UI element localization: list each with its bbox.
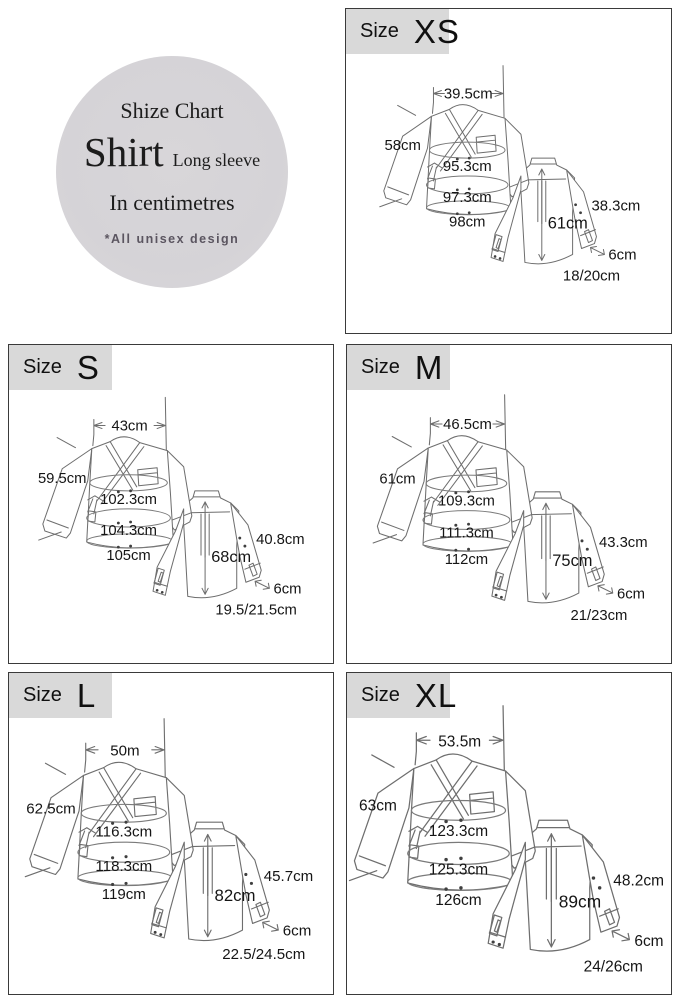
chest-label: 102.3cm xyxy=(100,491,157,508)
front-length-label: 63cm xyxy=(359,797,397,815)
size-tab-xl xyxy=(347,673,458,718)
size-word: Size xyxy=(23,356,62,378)
hem-label: 119cm xyxy=(101,885,146,903)
back-length-label: 68cm xyxy=(211,548,252,567)
size-word: Size xyxy=(361,356,400,378)
size-panel-xs xyxy=(345,8,672,334)
shoulder-width-label: 43cm xyxy=(111,418,148,435)
front-length-label: 61cm xyxy=(379,471,416,488)
size-word: Size xyxy=(361,684,400,706)
size-panel-m xyxy=(346,344,672,664)
hem-label: 98cm xyxy=(449,214,486,231)
shoulder-width-label: 39.5cm xyxy=(443,86,493,103)
chest-label: 116.3cm xyxy=(95,823,153,841)
shoulder-width-label: 50m xyxy=(110,742,140,760)
size-panel-s xyxy=(8,344,334,664)
shoulder-width-label: 46.5cm xyxy=(443,417,492,434)
hem-label: 112cm xyxy=(444,551,489,568)
waist-label: 125.3cm xyxy=(428,861,489,879)
back-length-label: 89cm xyxy=(558,891,602,912)
size-word: Size xyxy=(360,20,399,42)
waist-label: 111.3cm xyxy=(439,525,494,542)
chest-label: 123.3cm xyxy=(428,823,489,841)
size-tab-s xyxy=(9,345,112,390)
size-value: M xyxy=(414,348,444,386)
badge-product-suffix: Long sleeve xyxy=(172,150,261,170)
size-word: Size xyxy=(23,684,62,706)
sleeve-length-label: 45.7cm xyxy=(263,868,314,886)
badge-product: Shirt xyxy=(83,129,164,175)
collar-label: 22.5/24.5cm xyxy=(222,946,306,964)
chart-info-badge xyxy=(56,56,288,288)
size-value: L xyxy=(76,676,97,714)
sleeve-length-label: 40.8cm xyxy=(256,532,305,549)
size-tab-l xyxy=(9,673,112,718)
front-length-label: 58cm xyxy=(384,138,421,155)
shirt-measurement-diagram-s xyxy=(9,345,333,663)
back-length-label: 61cm xyxy=(547,214,588,233)
chest-label: 109.3cm xyxy=(437,493,495,510)
sleeve-length-label: 43.3cm xyxy=(598,535,648,552)
size-tab-m xyxy=(347,345,450,390)
size-value: XS xyxy=(413,12,460,50)
size-value: XL xyxy=(414,676,458,714)
cuff-label: 6cm xyxy=(273,581,302,598)
waist-label: 97.3cm xyxy=(442,189,492,206)
cuff-label: 6cm xyxy=(282,922,312,940)
waist-label: 104.3cm xyxy=(100,523,157,540)
hem-label: 105cm xyxy=(106,548,151,565)
collar-label: 24/26cm xyxy=(583,958,643,976)
back-length-label: 82cm xyxy=(214,886,256,906)
shirt-measurement-diagram-m xyxy=(347,345,671,663)
shirt-measurement-diagram-xl xyxy=(347,673,671,994)
collar-label: 18/20cm xyxy=(562,268,621,285)
size-value: S xyxy=(76,348,100,386)
shirt-measurement-diagram-xs xyxy=(346,9,671,333)
chest-label: 95.3cm xyxy=(442,159,492,175)
badge-title: Shize Chart xyxy=(120,98,224,123)
cuff-label: 6cm xyxy=(616,586,646,603)
shoulder-width-label: 53.5m xyxy=(438,733,482,751)
size-panel-l xyxy=(8,672,334,995)
shirt-measurement-diagram-l xyxy=(9,673,333,994)
sleeve-length-label: 38.3cm xyxy=(591,198,641,215)
front-length-label: 59.5cm xyxy=(37,470,87,487)
badge-footnote: *All unisex design xyxy=(104,232,240,246)
front-length-label: 62.5cm xyxy=(26,800,76,818)
collar-label: 21/23cm xyxy=(570,608,628,625)
waist-label: 118.3cm xyxy=(95,858,153,876)
sleeve-length-label: 48.2cm xyxy=(613,872,665,890)
collar-label: 19.5/21.5cm xyxy=(215,602,297,619)
cuff-label: 6cm xyxy=(608,247,637,264)
badge-product-row xyxy=(84,128,260,176)
hem-label: 126cm xyxy=(435,892,482,910)
badge-unit-line: In centimetres xyxy=(109,190,235,215)
size-tab-xs xyxy=(346,9,460,54)
cuff-label: 6cm xyxy=(634,932,664,950)
back-length-label: 75cm xyxy=(552,552,593,570)
size-panel-xl xyxy=(346,672,672,995)
